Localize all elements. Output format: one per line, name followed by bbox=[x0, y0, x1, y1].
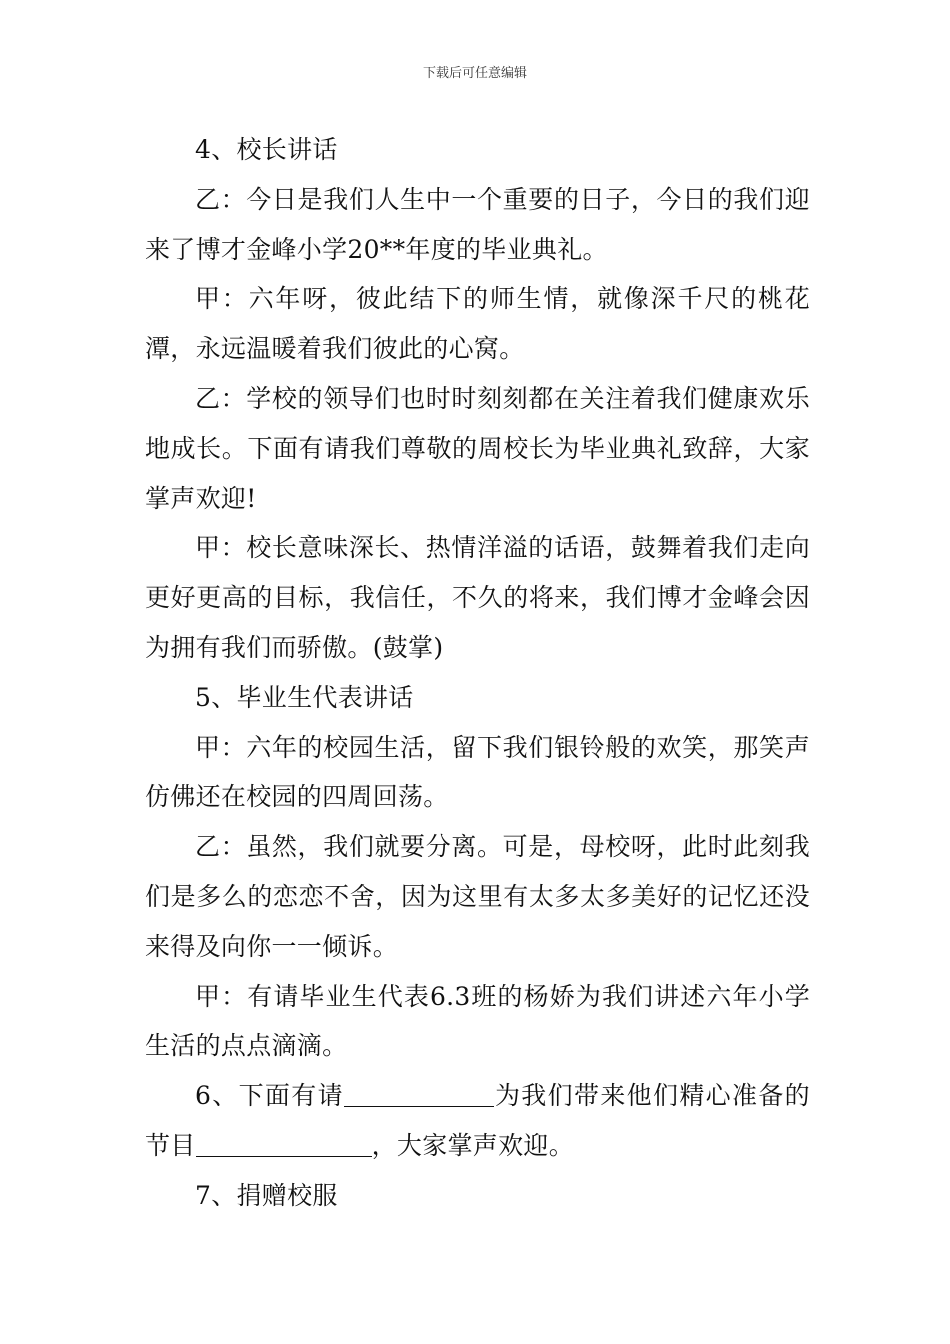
paragraph-after-principal: 甲：校长意味深长、热情洋溢的话语，鼓舞着我们走向更好更高的目标，我信任，不久的将来，我们博才金峰会因为拥有我们而骄傲。(鼓掌) bbox=[145, 533, 810, 662]
program-invite-part3: ，大家掌声欢迎。 bbox=[371, 1130, 575, 1160]
paragraph-campus-life: 甲：六年的校园生活，留下我们银铃般的欢笑，那笑声仿佛还在校园的四周回荡。 bbox=[145, 732, 810, 812]
section-heading-graduate-speech: 5、毕业生代表讲话 bbox=[195, 682, 414, 712]
paragraph-teacher-bond: 甲：六年呀，彼此结下的师生情，就像深千尺的桃花潭，永远温暖着我们彼此的心窝。 bbox=[145, 284, 810, 364]
paragraph-intro: 乙：今日是我们人生中一个重要的日子，今日的我们迎来了博才金峰小学20**年度的毕业典礼。 bbox=[145, 184, 810, 264]
document-body bbox=[145, 125, 810, 1221]
paragraph-program-invite bbox=[145, 1071, 810, 1171]
paragraph-invite-principal: 乙：学校的领导们也时时刻刻都在关注着我们健康欢乐地成长。下面有请我们尊敬的周校长为毕业典礼致辞，大家掌声欢迎! bbox=[145, 383, 810, 513]
program-invite-part1: 6、下面有请 bbox=[195, 1081, 344, 1111]
fill-blank-performer bbox=[344, 1081, 494, 1107]
fill-blank-program bbox=[196, 1131, 372, 1157]
program-invite-part2: 为我们带来他们精心准备的节目 bbox=[145, 1081, 810, 1160]
page-header-note: 下载后可任意编辑 bbox=[422, 66, 527, 81]
section-heading-uniform-donation: 7、捐赠校服 bbox=[195, 1180, 338, 1210]
paragraph-invite-graduate: 甲：有请毕业生代表6.3班的杨娇为我们讲述六年小学生活的点点滴滴。 bbox=[145, 981, 810, 1061]
section-heading-principal-speech: 4、校长讲话 bbox=[195, 135, 338, 164]
paragraph-farewell: 乙：虽然，我们就要分离。可是，母校呀，此时此刻我们是多么的恋恋不舍，因为这里有太多太多美好的记忆还没来得及向你一一倾诉。 bbox=[145, 832, 810, 961]
